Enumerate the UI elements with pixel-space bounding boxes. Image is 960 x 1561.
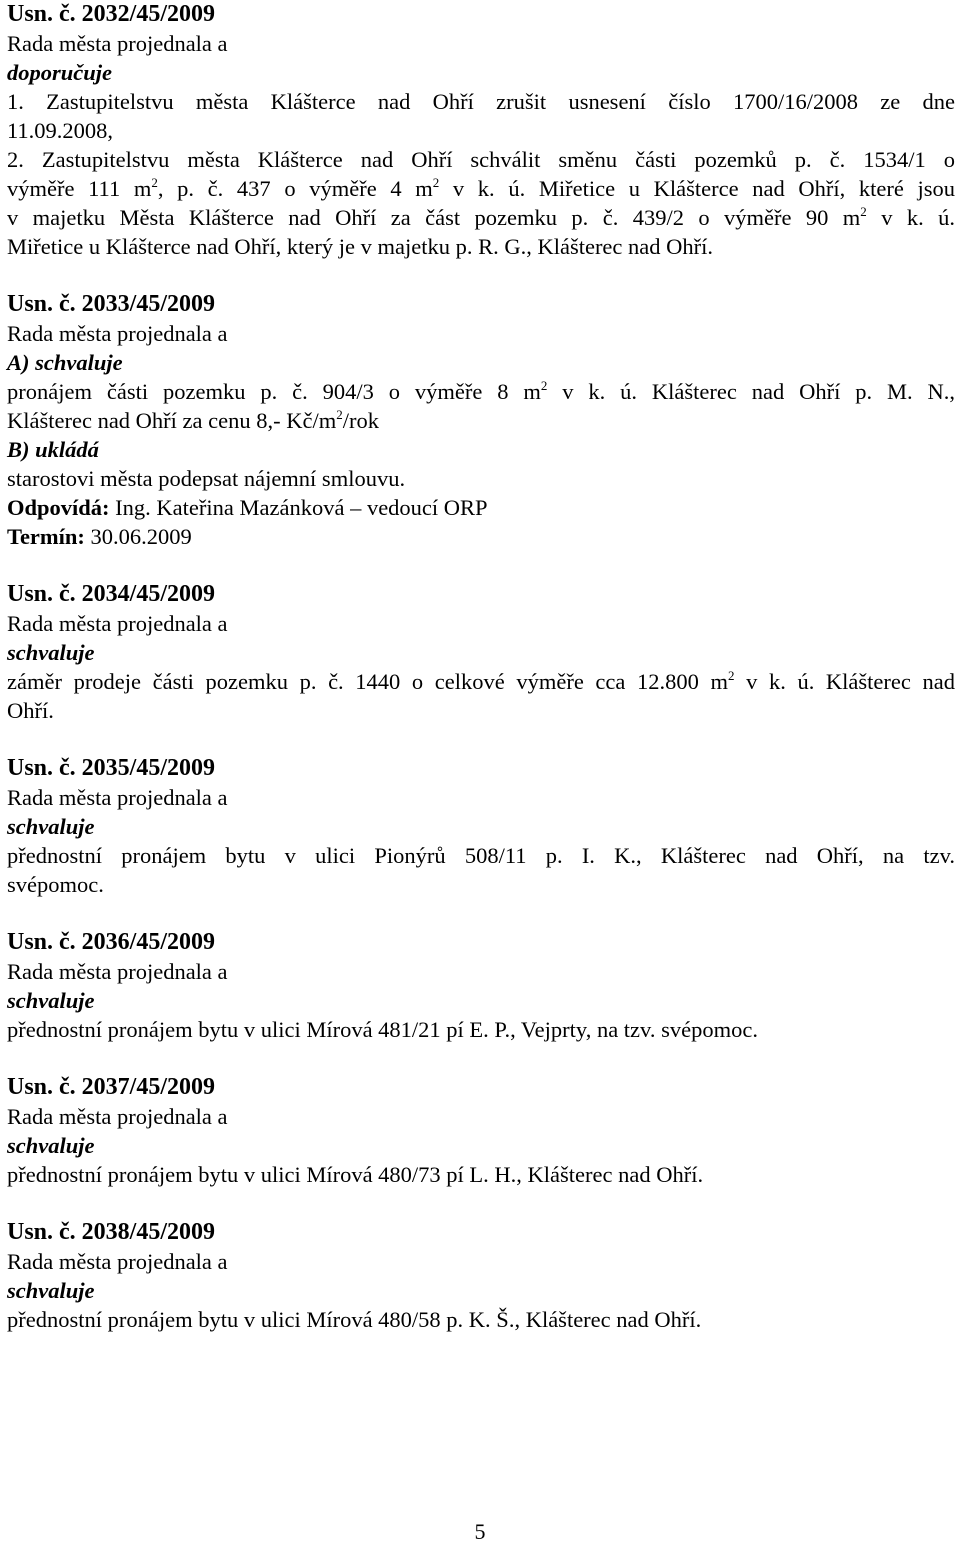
page-number: 5 xyxy=(474,1519,486,1544)
deadline-value: 30.06.2009 xyxy=(84,524,192,549)
item-2-line-3 xyxy=(7,203,955,232)
resolution-intro: Rada města projednala a xyxy=(7,1104,228,1129)
part-b-text: starostovi města podepsat nájemní smlouvu. xyxy=(7,466,406,491)
item-2-line-4: Miřetice u Klášterce nad Ohří, který je v majetku p. R. G., Klášterec nad Ohří. xyxy=(7,234,714,259)
resolution-verb: doporučuje xyxy=(7,60,113,85)
deadline-line xyxy=(7,522,955,551)
resolution-intro: Rada města projednala a xyxy=(7,321,228,346)
text-fragment: pronájem části pozemku p. č. 904/3 o výměře 8 m xyxy=(7,379,541,404)
resolution-intro: Rada města projednala a xyxy=(7,31,228,56)
resolution-text-line-1: přednostní pronájem bytu v ulici Pionýrů 508/11 p. I. K., Klášterec nad Ohří, na tzv. xyxy=(7,843,955,868)
text-fragment: /rok xyxy=(342,408,379,433)
resolution-title: Usn. č. 2036/45/2009 xyxy=(7,929,216,955)
resolution-2038 xyxy=(7,1218,955,1334)
item-1-line-2: 11.09.2008, xyxy=(7,118,114,143)
superscript: 2 xyxy=(727,668,735,683)
superscript: 2 xyxy=(336,407,343,422)
resolution-2035 xyxy=(7,754,955,899)
resolution-title: Usn. č. 2033/45/2009 xyxy=(7,291,216,317)
text-fragment: v k. ú. Miřetice u Klášterce nad Ohří, které jsou xyxy=(439,176,955,201)
resolution-text: přednostní pronájem bytu v ulici Mírová 481/21 pí E. P., Vejprty, na tzv. svépomoc. xyxy=(7,1017,758,1042)
text-fragment: v k. ú. xyxy=(866,205,956,230)
superscript: 2 xyxy=(860,204,867,219)
item-2-line-2 xyxy=(7,174,955,203)
resolution-text-line-2: svépomoc. xyxy=(7,872,104,897)
resolution-title: Usn. č. 2038/45/2009 xyxy=(7,1219,216,1245)
document-page xyxy=(7,0,955,1334)
resolution-intro: Rada města projednala a xyxy=(7,611,228,636)
text-fragment: v majetku Města Klášterce nad Ohří za část pozemku p. č. 439/2 o výměře 90 m xyxy=(7,205,861,230)
resolution-text-line-1 xyxy=(7,667,955,696)
resolution-text: přednostní pronájem bytu v ulici Mírová 480/73 pí L. H., Klášterec nad Ohří. xyxy=(7,1162,704,1187)
text-fragment: v k. ú. Klášterec nad xyxy=(734,669,955,694)
text-fragment: v k. ú. Klášterec nad Ohří p. M. N., xyxy=(547,379,955,404)
text-fragment: Klášterec nad Ohří za cenu 8,- Kč/m xyxy=(7,408,337,433)
resolution-2037 xyxy=(7,1073,955,1189)
resolution-text: přednostní pronájem bytu v ulici Mírová 480/58 p. K. Š., Klášterec nad Ohří. xyxy=(7,1307,702,1332)
responsible-label: Odpovídá: xyxy=(7,495,110,520)
superscript: 2 xyxy=(540,378,548,393)
resolution-intro: Rada města projednala a xyxy=(7,785,228,810)
resolution-verb: schvaluje xyxy=(7,1133,95,1158)
resolution-intro: Rada města projednala a xyxy=(7,959,228,984)
resolution-title: Usn. č. 2032/45/2009 xyxy=(7,1,216,27)
resolution-text-line-2: Ohří. xyxy=(7,698,54,723)
resolution-title: Usn. č. 2035/45/2009 xyxy=(7,755,216,781)
text-fragment: záměr prodeje části pozemku p. č. 1440 o celkové výměře cca 12.800 m xyxy=(7,669,728,694)
resolution-2032 xyxy=(7,0,955,261)
resolution-verb: schvaluje xyxy=(7,988,95,1013)
resolution-2033 xyxy=(7,290,955,551)
resolution-verb: schvaluje xyxy=(7,640,95,665)
resolution-2034 xyxy=(7,580,955,725)
resolution-title: Usn. č. 2034/45/2009 xyxy=(7,581,216,607)
resolution-2036 xyxy=(7,928,955,1044)
resolution-verb: schvaluje xyxy=(7,1278,95,1303)
part-a-line-1 xyxy=(7,377,955,406)
superscript: 2 xyxy=(151,175,158,190)
responsible-line xyxy=(7,493,955,522)
item-1-line-1: 1. Zastupitelstvu města Klášterce nad Ohří zrušit usnesení číslo 1700/16/2008 ze dne xyxy=(7,89,955,114)
text-fragment: výměře 111 m xyxy=(7,176,152,201)
text-fragment: , p. č. 437 o výměře 4 m xyxy=(157,176,433,201)
resolution-intro: Rada města projednala a xyxy=(7,1249,228,1274)
superscript: 2 xyxy=(432,175,440,190)
resolution-verb: schvaluje xyxy=(7,814,95,839)
item-2-line-1: 2. Zastupitelstvu města Klášterce nad Ohří schválit směnu části pozemků p. č. 1534/1 o xyxy=(7,147,955,172)
responsible-value: Ing. Kateřina Mazánková – vedoucí ORP xyxy=(109,495,488,520)
resolution-part-b: B) ukládá xyxy=(7,437,99,462)
resolution-part-a: A) schvaluje xyxy=(7,350,123,375)
part-a-line-2 xyxy=(7,406,955,435)
deadline-label: Termín: xyxy=(7,524,85,549)
resolution-title: Usn. č. 2037/45/2009 xyxy=(7,1074,216,1100)
